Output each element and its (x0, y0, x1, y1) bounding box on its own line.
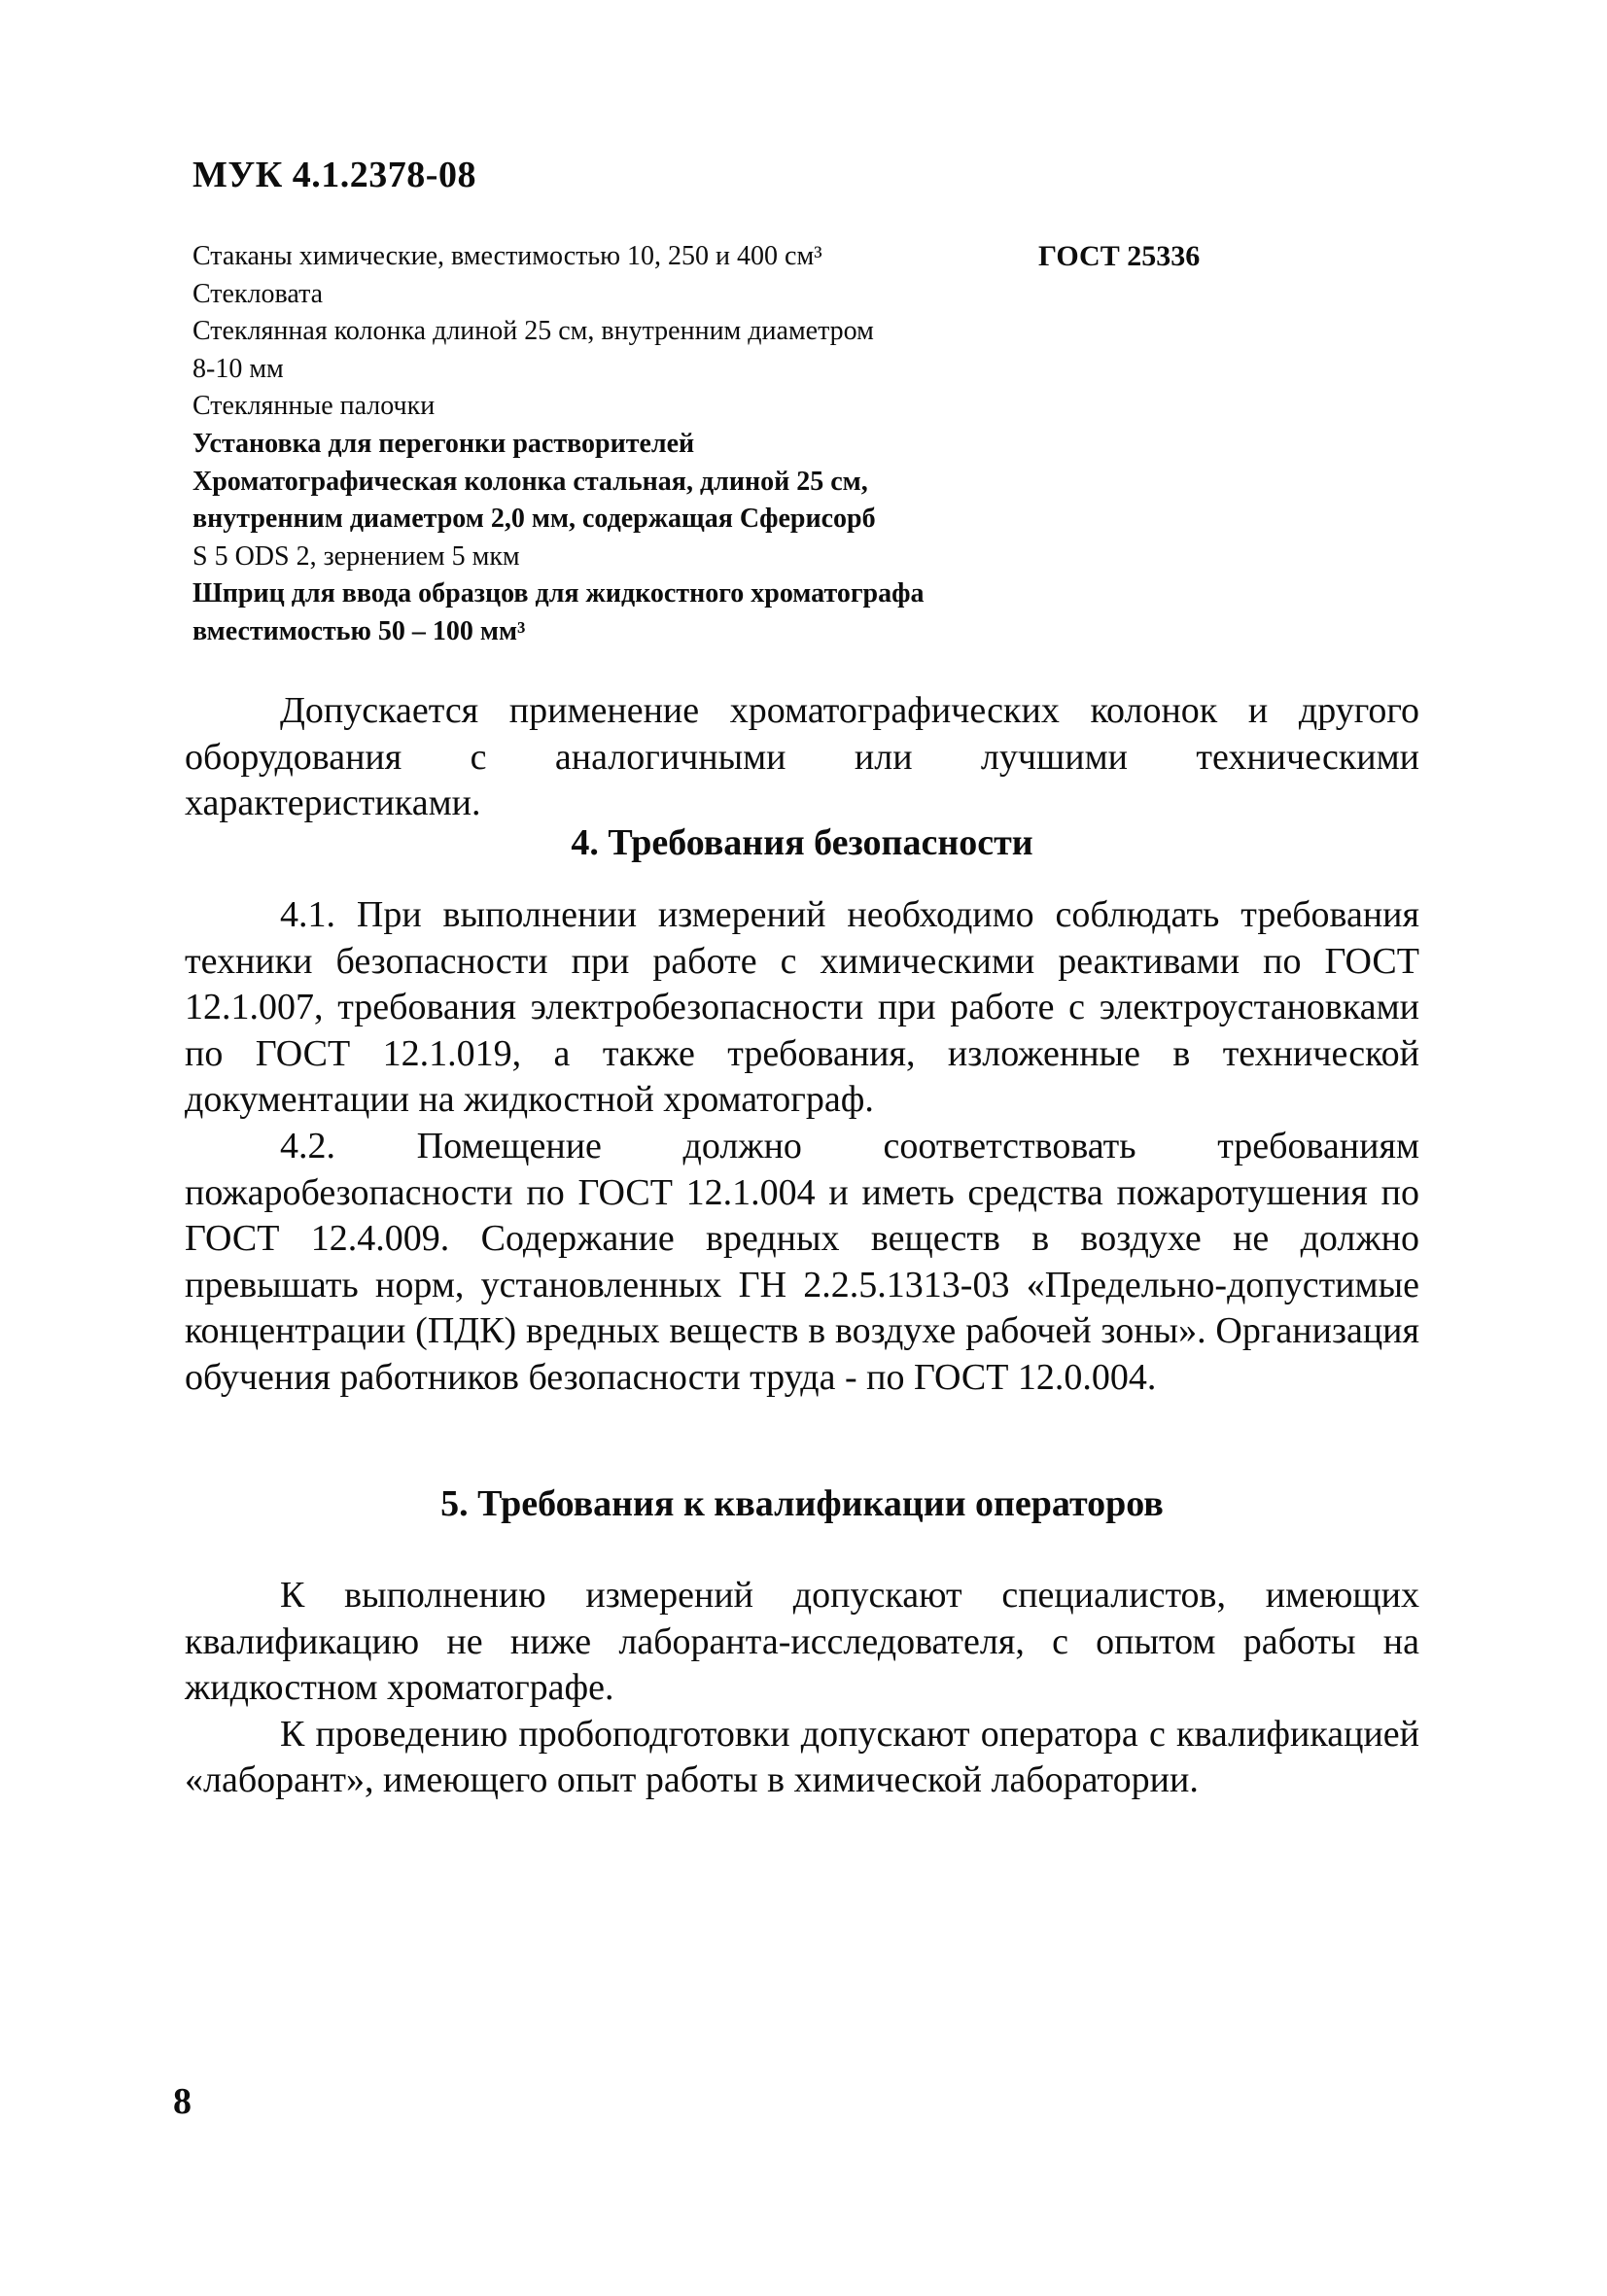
equipment-name: Шприц для ввода образцов для жидкостного хроматографа (192, 578, 925, 609)
equipment-name: Хроматографическая колонка стальная, длиной 25 см, (192, 466, 868, 497)
equipment-item (192, 313, 1456, 351)
equipment-item (192, 351, 1456, 389)
equipment-item (192, 501, 1456, 539)
equipment-list (192, 238, 1456, 651)
paragraph-4-2: 4.2. Помещение должно соответствовать требованиям пожаробезопасности по ГОСТ 12.1.004 и иметь средства пожаротушения по ГОСТ 12.4.009. Содержание вредных веществ в воздухе не должно превышать норм, установленных ГН 2.2.5.1313-03 «Предельно-допустимые концентрации (ПДК) вредных веществ в воздухе рабочей зоны». Организация обучения работников безопасности труда - по ГОСТ 12.0.004. (185, 1125, 1419, 1398)
paragraph-4-1: 4.1. При выполнении измерений необходимо соблюдать требования техники безопасности при работе с химическими реактивами по ГОСТ 12.1.007, требования электробезопасности при работе с электроустановками по ГОСТ 12.1.019, а также требования, изложенные в технической документации на жидкостной хроматограф. (185, 894, 1419, 1121)
equipment-name: Стаканы химические, вместимостью 10, 250 и 400 см³ (192, 241, 822, 271)
equipment-name: Стекловата (192, 278, 324, 309)
section-4-body (185, 892, 1419, 1402)
equipment-item (192, 276, 1456, 314)
section-4-title: 4. Требования безопасности (571, 822, 1033, 863)
equipment-name: вместимостью 50 – 100 мм³ (192, 615, 526, 646)
equipment-item (192, 238, 1456, 276)
section-5-body (185, 1573, 1419, 1804)
equipment-item (192, 464, 1456, 502)
page-number: 8 (173, 2081, 192, 2122)
document-code: МУК 4.1.2378-08 (192, 155, 476, 195)
paragraph-5-2: К проведению пробоподготовки допускают оператора с квалификацией «лаборант», имеющего опыт работы в химической лаборатории. (185, 1713, 1419, 1801)
equipment-name: Стеклянные палочки (192, 391, 436, 422)
equipment-standard: ГОСТ 25336 (1038, 240, 1201, 272)
paragraph-5-1: К выполнению измерений допускают специалистов, имеющих квалификацию не ниже лаборанта-исследователя, с опытом работы на жидкостном хроматографе. (185, 1575, 1419, 1709)
section-5-title: 5. Требования к квалификации операторов (440, 1483, 1164, 1524)
equipment-name: внутренним диаметром 2,0 мм, содержащая Сферисорб (192, 504, 876, 535)
intro-text (185, 688, 1419, 827)
equipment-item (192, 575, 1456, 613)
equipment-name: Установка для перегонки растворителей (192, 428, 695, 459)
equipment-item (192, 388, 1456, 426)
equipment-item (192, 426, 1456, 464)
equipment-name: S 5 ODS 2, зернением 5 мкм (192, 540, 520, 572)
equipment-name: Стеклянная колонка длиной 25 см, внутренним диаметром (192, 316, 874, 347)
intro-paragraph: Допускается применение хроматографических колонок и другого оборудования с аналогичными или лучшими техническими характеристиками. (185, 690, 1419, 824)
equipment-item (192, 613, 1456, 651)
equipment-name: 8-10 мм (192, 353, 284, 384)
equipment-item (192, 539, 1456, 576)
